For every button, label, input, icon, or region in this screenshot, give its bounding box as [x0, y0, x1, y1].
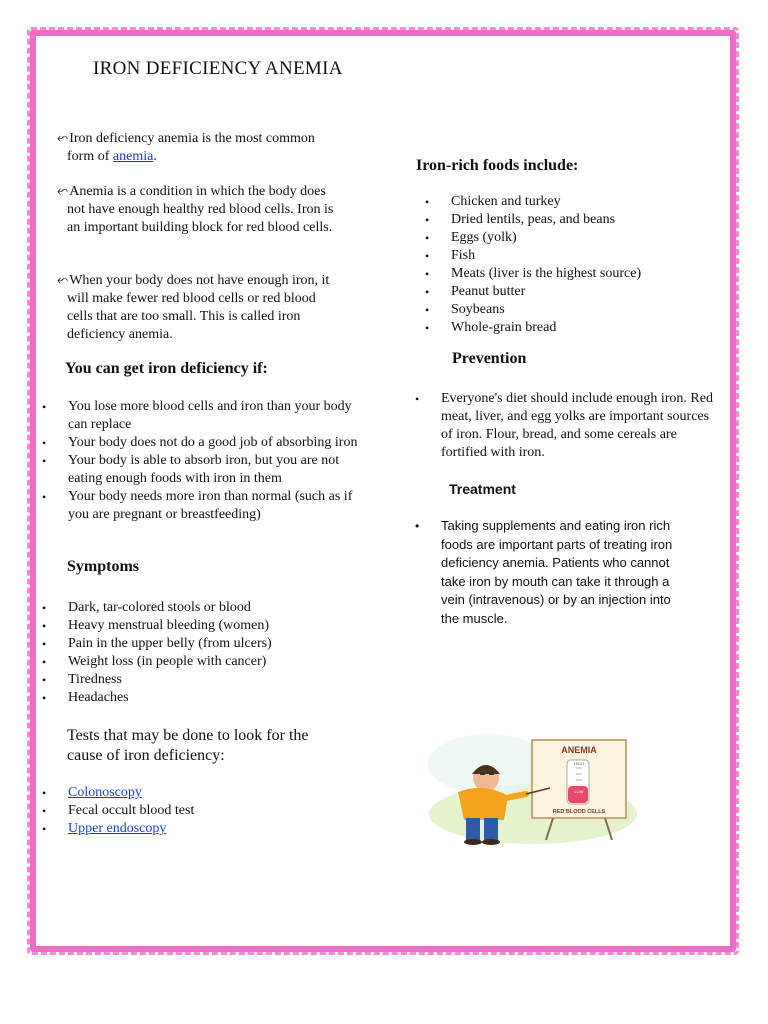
page-title: IRON DEFICIENCY ANEMIA	[93, 58, 343, 79]
list-item	[42, 784, 372, 802]
upper-endoscopy-link[interactable]: Upper endoscopy	[68, 821, 167, 836]
list-item: • Weight loss (in people with cancer)	[42, 653, 372, 671]
list-item: • Soybeans	[425, 301, 715, 319]
tube-label-high: HIGH	[574, 761, 584, 766]
anemia-link[interactable]: anemia	[112, 149, 154, 164]
symptoms-heading: Symptoms	[67, 558, 140, 575]
list-item	[42, 820, 372, 838]
symptoms-list	[42, 599, 372, 707]
intro-paragraph-1	[57, 130, 357, 166]
intro-paragraph-2: ⬿Anemia is a condition in which the body does not have enough healthy red blood cells. Iron is an important building block for red blood cells.	[57, 184, 334, 235]
list-item: • Your body does not do a good job of absorbing iron	[42, 434, 372, 452]
causes-list	[42, 398, 372, 524]
list-item: • Everyone's diet should include enough iron. Red meat, liver, and egg yolks are important sources of iron. Flour, bread, and some cereals are fortified with iron.	[415, 390, 715, 462]
anemia-illustration	[428, 734, 638, 846]
arrow-bullet-icon: ⬿	[57, 184, 69, 199]
intro-paragraph-3: ⬿When your body does not have enough iron, it will make fewer red blood cells or red blood cells that are too small. This is called iron deficiency anemia.	[57, 273, 330, 342]
list-item: • Tiredness	[42, 671, 372, 689]
list-item: • Eggs (yolk)	[425, 229, 715, 247]
list-item: • You lose more blood cells and iron than your body can replace	[42, 398, 372, 434]
tests-heading: Tests that may be done to look for the cause of iron deficiency:	[67, 727, 309, 764]
prevention-list	[415, 390, 715, 462]
list-item: • Your body is able to absorb iron, but you are not eating enough foods with iron in them	[42, 452, 372, 488]
list-item: • Dark, tar-colored stools or blood	[42, 599, 372, 617]
prevention-heading: Prevention	[452, 350, 527, 367]
foods-list	[425, 193, 715, 337]
intro-text: Iron deficiency anemia is the most common	[69, 131, 315, 146]
arrow-bullet-icon: ⬿	[57, 131, 69, 146]
list-item: • Meats (liver is the highest source)	[425, 265, 715, 283]
treatment-heading: Treatment	[449, 481, 516, 497]
list-item: • Whole-grain bread	[425, 319, 715, 337]
intro-line-2: form of anemia.	[67, 149, 157, 164]
list-item: • Fecal occult blood test	[42, 802, 372, 820]
list-item: • Fish	[425, 247, 715, 265]
tests-list	[42, 784, 372, 838]
list-item: • Chicken and turkey	[425, 193, 715, 211]
list-item: • Headaches	[42, 689, 372, 707]
list-item: • Dried lentils, peas, and beans	[425, 211, 715, 229]
board-title: ANEMIA	[561, 745, 597, 755]
board-caption: RED BLOOD CELLS	[552, 809, 606, 815]
tube-label-low: LOW	[574, 789, 584, 794]
treatment-list	[415, 517, 685, 629]
arrow-bullet-icon: ⬿	[57, 273, 69, 288]
list-item: • Peanut butter	[425, 283, 715, 301]
colonoscopy-link[interactable]: Colonoscopy	[68, 785, 142, 800]
list-item: • Your body needs more iron than normal (such as if you are pregnant or breastfeeding)	[42, 488, 372, 524]
foods-heading: Iron-rich foods include:	[416, 157, 579, 174]
list-item: • Taking supplements and eating iron rich foods are important parts of treating iron deficiency anemia. Patients who cannot take iron by mouth can take it through a vein (intravenous) or by an injection into the muscle.	[415, 517, 685, 629]
list-item: • Heavy menstrual bleeding (women)	[42, 617, 372, 635]
causes-heading: You can get iron deficiency if:	[65, 360, 268, 377]
list-item: • Pain in the upper belly (from ulcers)	[42, 635, 372, 653]
